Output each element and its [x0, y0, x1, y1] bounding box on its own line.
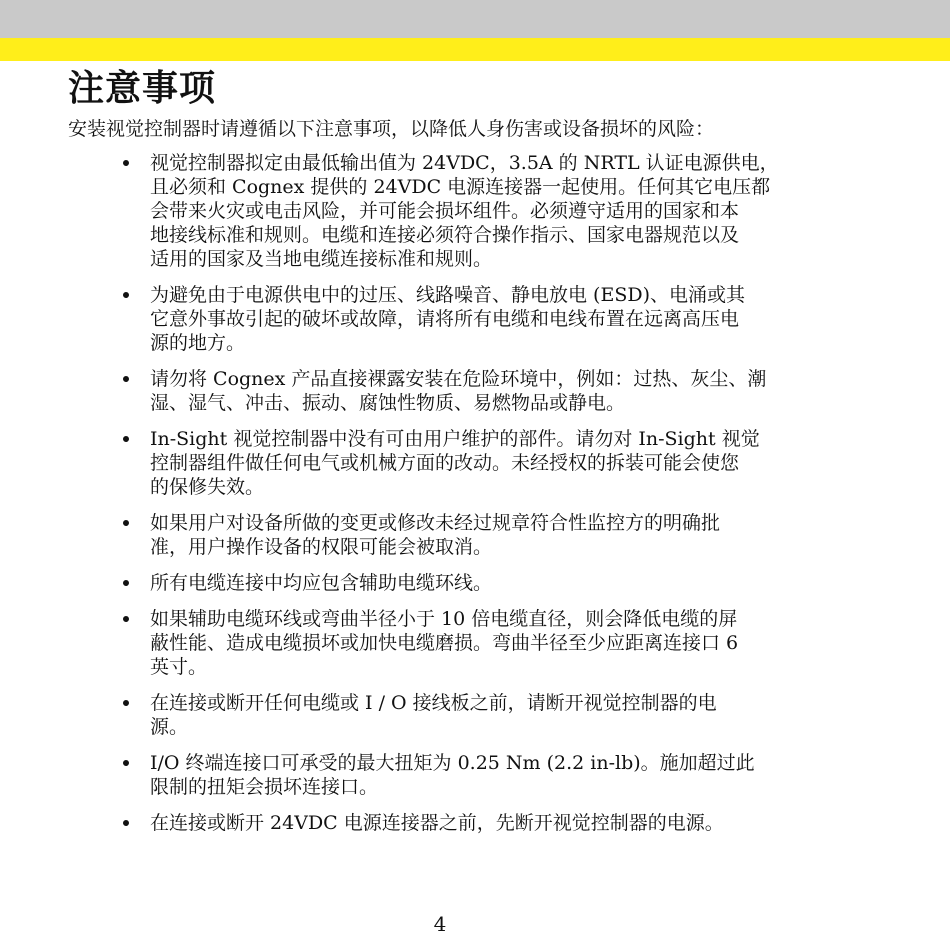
bullet-dot-icon [123, 760, 129, 766]
bullet-dot-icon [123, 580, 129, 586]
list-item [114, 427, 874, 499]
page-title: 注意事项 [68, 67, 217, 109]
list-item-text-line: 视觉控制器拟定由最低输出值为 24VDC，3.5A 的 NRTL 认证电源供电， [150, 152, 779, 174]
list-item-text-line: 限制的扭矩会损坏连接口。 [150, 776, 379, 798]
list-item-text-line: 如果辅助电缆环线或弯曲半径小于 10 倍电缆直径，则会降低电缆的屏 [150, 608, 738, 630]
list-item-text-line: 会带来火灾或电击风险，并可能会损坏组件。必须遵守适用的国家和本 [150, 200, 740, 222]
list-item [114, 367, 874, 415]
list-item-text-line: 地接线标准和规则。电缆和连接必须符合操作指示、国家电器规范以及 [150, 224, 740, 246]
list-item-text-line: 在连接或断开任何电缆或 I / O 接线板之前，请断开视觉控制器的电 [150, 692, 717, 714]
list-item-text-line: 湿、湿气、冲击、振动、腐蚀性物质、易燃物品或静电。 [150, 392, 626, 414]
bullet-dot-icon [123, 520, 129, 526]
list-item-text-line: 如果用户对设备所做的变更或修改未经过规章符合性监控方的明确批 [150, 512, 721, 534]
list-item-text-line: In-Sight 视觉控制器中没有可由用户维护的部件。请勿对 In-Sight 视觉 [150, 428, 760, 450]
bullet-dot-icon [123, 292, 129, 298]
list-item-text-line: I/O 终端连接口可承受的最大扭矩为 0.25 Nm (2.2 in-lb)。施加超过此 [150, 752, 755, 774]
precautions-list [114, 151, 874, 847]
bullet-dot-icon [123, 436, 129, 442]
bullet-dot-icon [123, 616, 129, 622]
bullet-dot-icon [123, 160, 129, 166]
list-item-text-line: 蔽性能、造成电缆损坏或加快电缆磨损。弯曲半径至少应距离连接口 6 [150, 632, 739, 654]
list-item [114, 151, 874, 271]
list-item-text-line: 源。 [150, 716, 189, 738]
list-item [114, 751, 874, 799]
bullet-dot-icon [123, 376, 129, 382]
bullet-dot-icon [123, 820, 129, 826]
list-item-text-line: 源的地方。 [150, 332, 246, 354]
list-item-text-line: 所有电缆连接中均应包含辅助电缆环线。 [150, 572, 493, 594]
page-number: 4 [433, 912, 447, 936]
list-item-text-line: 请勿将 Cognex 产品直接裸露安装在危险环境中，例如：过热、灰尘、潮 [150, 368, 767, 390]
list-item [114, 811, 874, 835]
list-item-text-line: 英寸。 [150, 656, 208, 678]
list-item-text-line: 且必须和 Cognex 提供的 24VDC 电源连接器一起使用。任何其它电压都 [150, 176, 771, 198]
intro-text: 安装视觉控制器时请遵循以下注意事项，以降低人身伤害或设备损坏的风险： [68, 118, 715, 140]
bullet-dot-icon [123, 700, 129, 706]
list-item [114, 571, 874, 595]
list-item-text-line: 为避免由于电源供电中的过压、线路噪音、静电放电 (ESD)、电涌或其 [150, 284, 745, 306]
list-item-text-line: 控制器组件做任何电气或机械方面的改动。未经授权的拆装可能会使您 [150, 452, 740, 474]
list-item-text-line: 准，用户操作设备的权限可能会被取消。 [150, 536, 493, 558]
list-item [114, 511, 874, 559]
list-item-text-line: 在连接或断开 24VDC 电源连接器之前，先断开视觉控制器的电源。 [150, 812, 724, 834]
header-gray-band [0, 0, 950, 38]
list-item-text-line: 的保修失效。 [150, 476, 265, 498]
header-yellow-band [0, 38, 950, 61]
list-item [114, 283, 874, 355]
list-item [114, 607, 874, 679]
list-item-text-line: 适用的国家及当地电缆连接标准和规则。 [150, 248, 493, 270]
list-item-text-line: 它意外事故引起的破坏或故障，请将所有电缆和电线布置在远离高压电 [150, 308, 740, 330]
list-item [114, 691, 874, 739]
